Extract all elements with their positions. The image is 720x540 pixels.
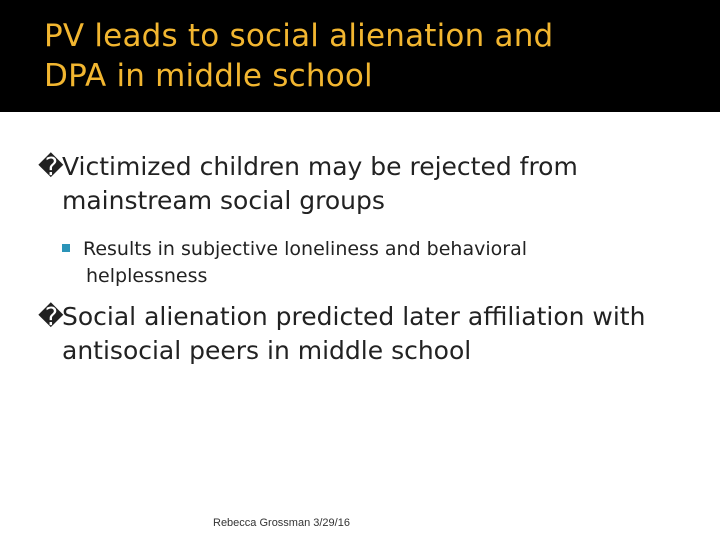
title-band [0,0,720,112]
square-bullet-icon [62,244,70,252]
slide-title [44,16,694,96]
bullet-1-marker: � [38,152,64,181]
bullet-2-line-2: antisocial peers in middle school [62,336,472,365]
sub-bullet-1-line-1: Results in subjective loneliness and behavioral [83,238,527,260]
bullet-2-line-1: Social alienation predicted later affiliation with [62,302,646,331]
slide-title-line-1: PV leads to social alienation and [44,18,554,54]
bullet-2 [38,300,708,368]
bullet-2-marker: � [38,302,64,331]
slide-footer: Rebecca Grossman 3/29/16 [213,517,350,529]
slide-title-line-2: DPA in middle school [44,58,373,94]
bullet-1-line-1: Victimized children may be rejected from [62,152,578,181]
sub-bullet-1 [62,236,662,290]
bullet-1 [38,150,678,218]
sub-bullet-1-line-2: helplessness [86,265,208,287]
bullet-1-line-2: mainstream social groups [62,186,385,215]
